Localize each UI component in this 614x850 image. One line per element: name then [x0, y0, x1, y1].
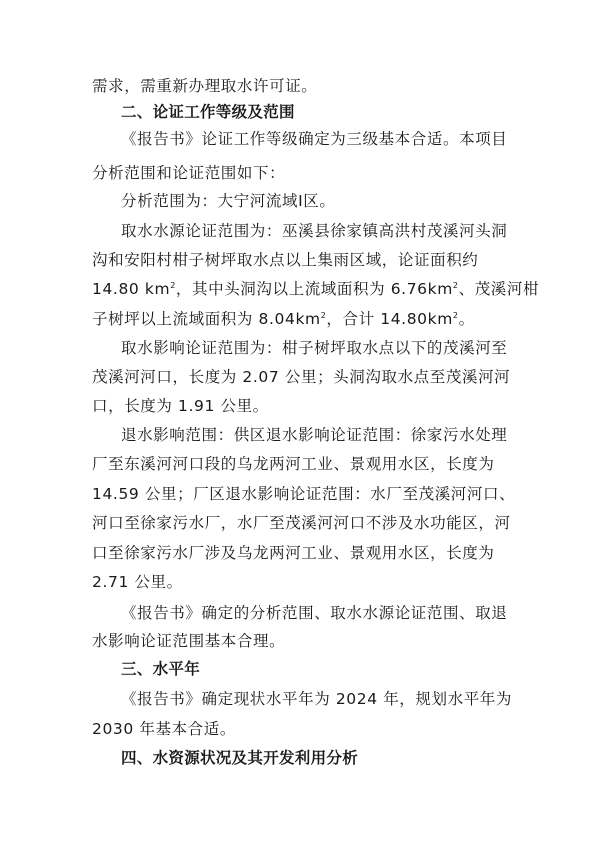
text-run: ，合计 14.80km — [326, 310, 453, 328]
paragraph-line: 取水水源论证范围为：巫溪县徐家镇高洪村茂溪河头洞 — [121, 222, 508, 240]
superscript: 2 — [452, 281, 459, 290]
text-run: 子树坪以上流域面积为 8.04km — [92, 310, 321, 328]
section-heading: 四、水资源状况及其开发利用分析 — [121, 749, 359, 767]
superscript: 2 — [170, 281, 176, 290]
text-run: 。 — [458, 310, 475, 328]
paragraph-line: 需求，需重新办理取水许可证。 — [92, 77, 318, 95]
paragraph-line: 《报告书》确定的分析范围、取水水源论证范围、取退 — [121, 604, 508, 622]
superscript: 2 — [320, 311, 327, 320]
paragraph-line: 分析范围为：大宁河流域Ⅰ区。 — [121, 192, 336, 210]
paragraph-line: 分析范围和论证范围如下： — [92, 164, 286, 182]
section-heading: 三、水平年 — [121, 660, 201, 678]
paragraph-line: 《报告书》论证工作等级确定为三级基本合适。本项目 — [121, 130, 508, 148]
paragraph-line: 茂溪河河口，长度为 2.07 公里；头洞沟取水点至茂溪河河 — [92, 368, 511, 386]
paragraph-line: 2.71 公里。 — [92, 573, 183, 591]
superscript: 2 — [452, 311, 459, 320]
paragraph-line: 取水影响论证范围为：柑子树坪取水点以下的茂溪河至 — [121, 339, 508, 357]
paragraph-line: 14.59 公里；厂区退水影响论证范围：水厂至茂溪河河口、 — [92, 485, 516, 503]
paragraph-line: 水影响论证范围基本合理。 — [92, 632, 286, 650]
paragraph-line: 厂至东溪河河口段的乌龙两河工业、景观用水区，长度为 — [92, 455, 495, 473]
text-run: 、茂溪河柑 — [458, 280, 540, 298]
paragraph-line: 河口至徐家污水厂，水厂至茂溪河河口不涉及水功能区，河 — [92, 514, 511, 532]
paragraph-line: 《报告书》确定现状水平年为 2024 年，规划水平年为 — [121, 690, 513, 708]
paragraph-line: 2030 年基本合适。 — [92, 720, 236, 738]
paragraph-line — [92, 309, 475, 329]
paragraph-line: 退水影响范围：供区退水影响论证范围：徐家污水处理 — [121, 426, 508, 444]
text-run: ，其中头洞沟以上流域面积为 6.76km — [175, 280, 453, 298]
paragraph-line: 口，长度为 1.91 公里。 — [92, 397, 269, 415]
paragraph-line: 沟和安阳村柑子树坪取水点以上集雨区域，论证面积约 — [92, 251, 479, 269]
section-heading: 二、论证工作等级及范围 — [121, 103, 295, 121]
text-run: 14.80 km — [92, 280, 171, 298]
paragraph-line: 口至徐家污水厂涉及乌龙两河工业、景观用水区，长度为 — [92, 544, 495, 562]
paragraph-line — [92, 279, 539, 299]
